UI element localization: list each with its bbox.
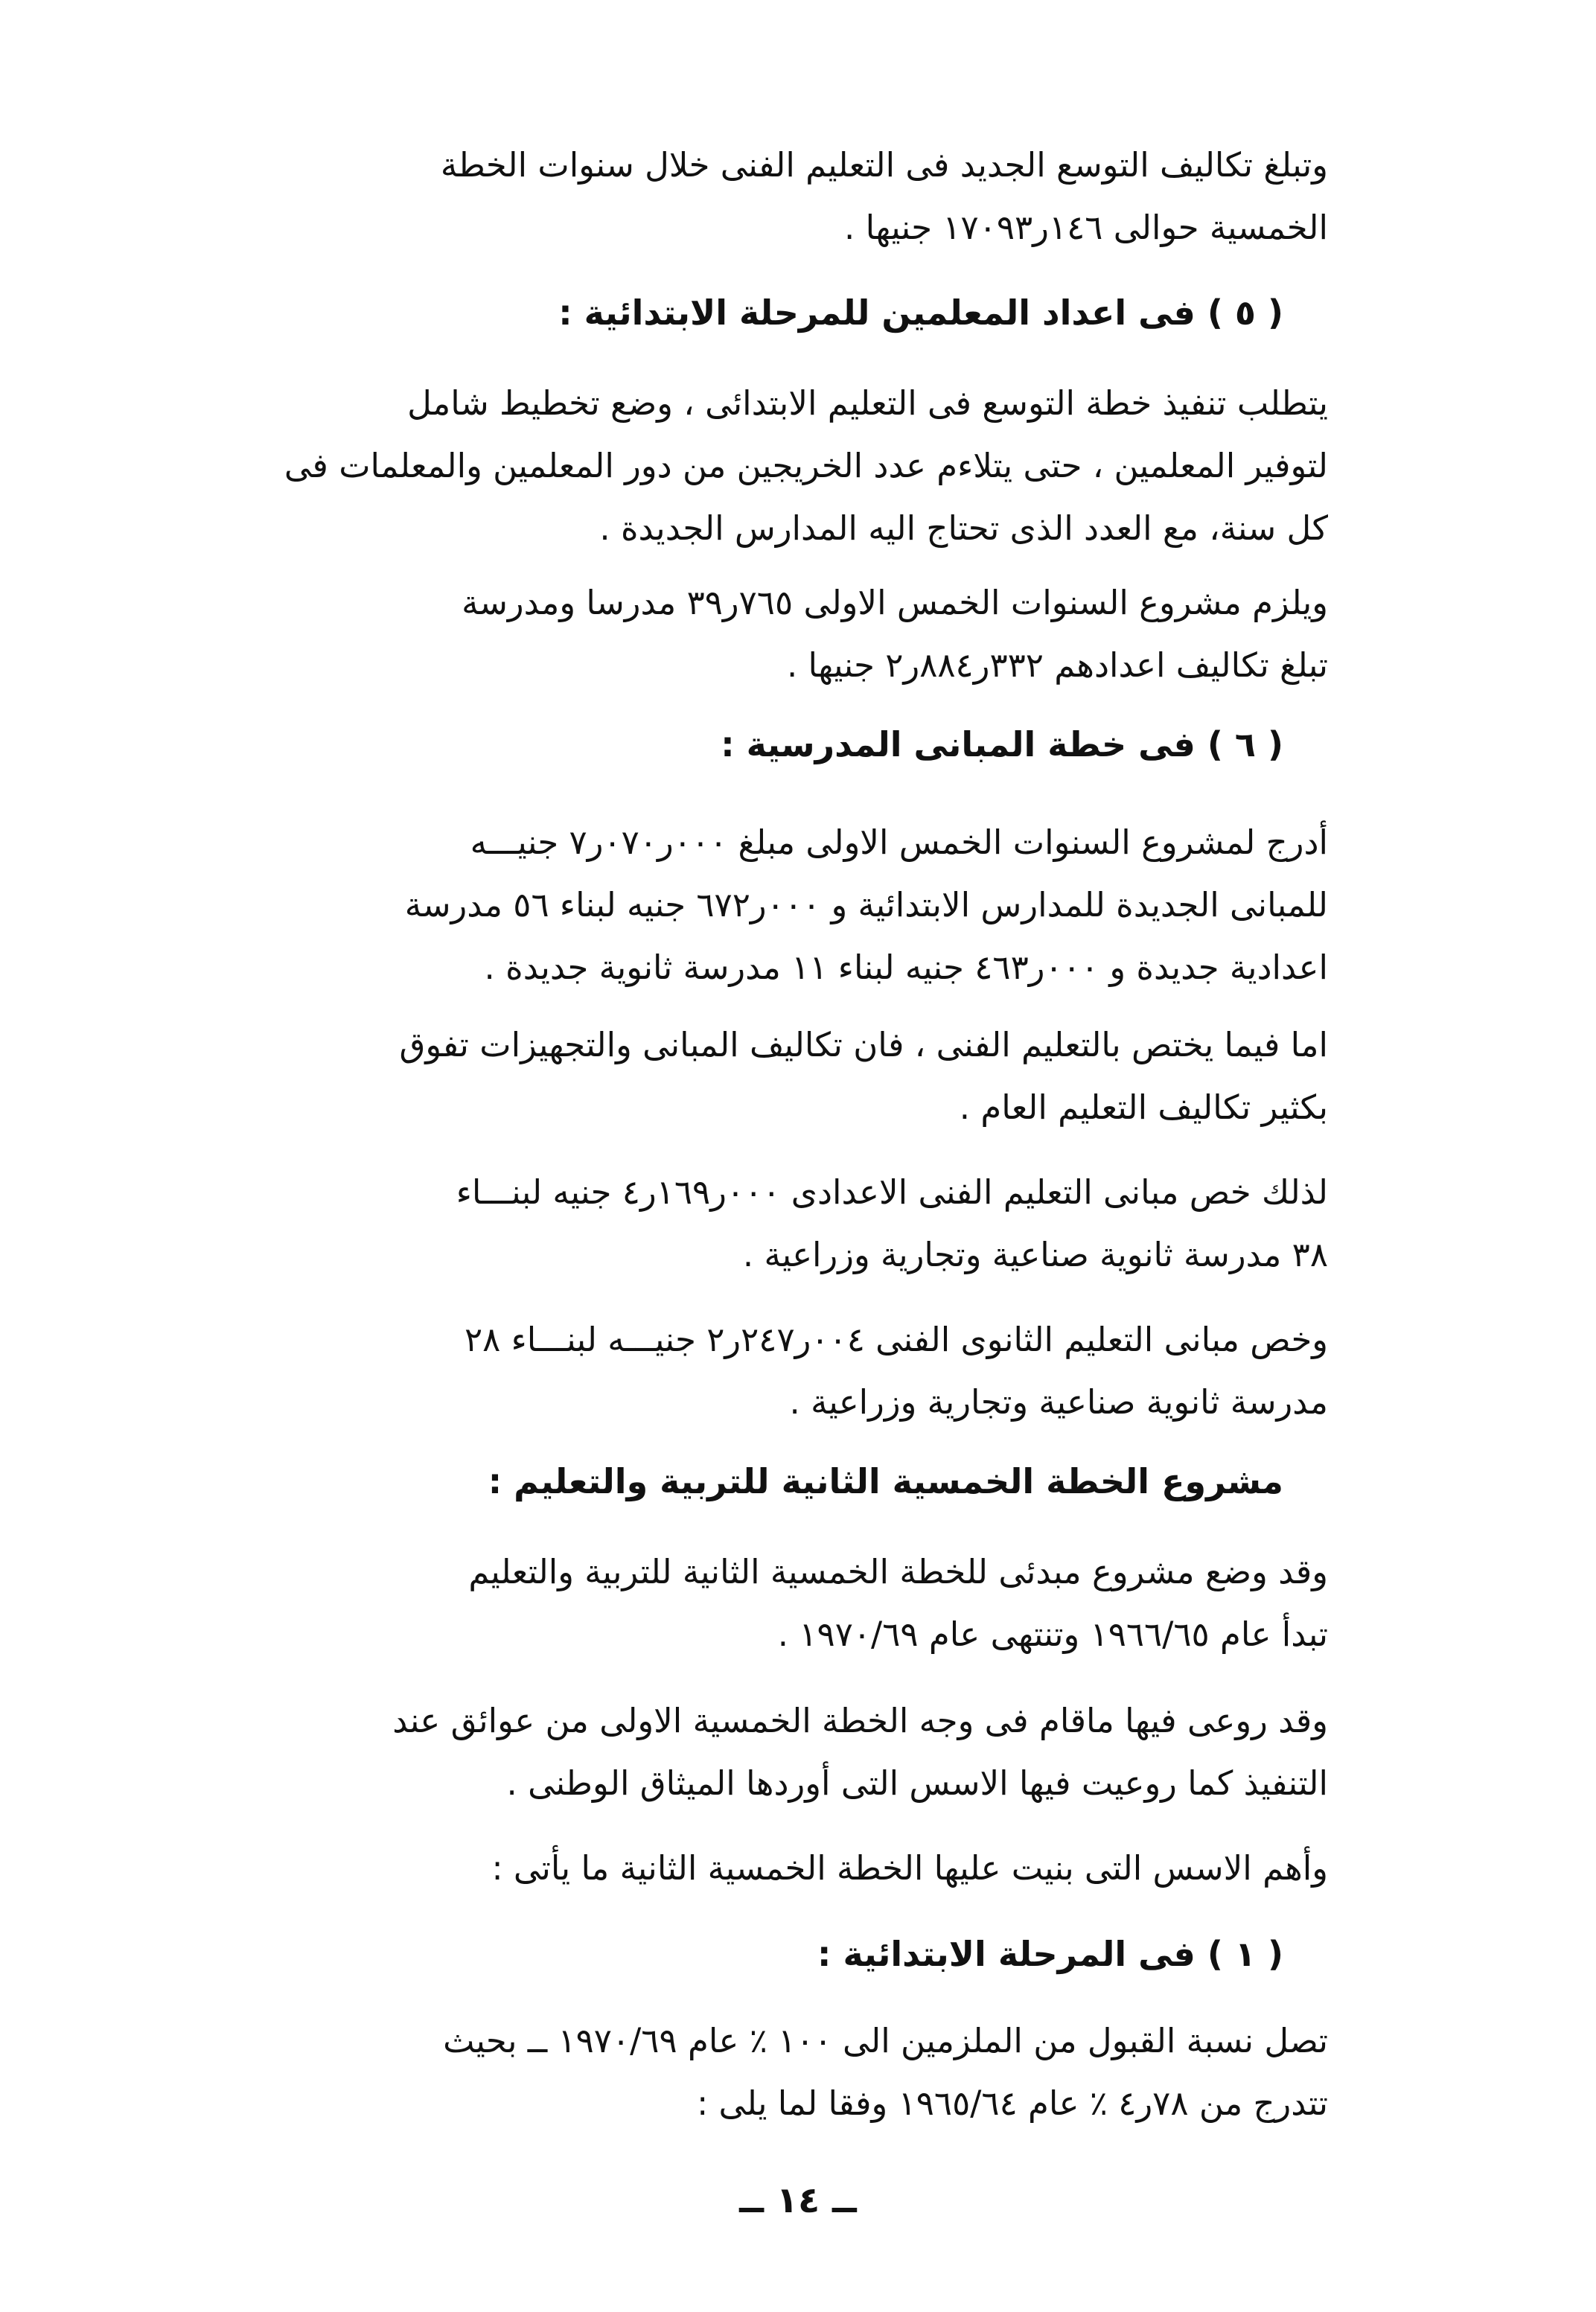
text-line: وقد وضع مشروع مبدئى للخطة الخمسية الثانية للتربية والتعليم	[468, 1552, 1328, 1591]
paragraph-technical-buildings	[256, 1014, 1328, 1139]
paragraph-technical-education-cost	[256, 134, 1328, 259]
text-line: وقد روعى فيها ماقام فى وجه الخطة الخمسية الاولى من عوائق عند	[392, 1701, 1328, 1740]
text-line: أدرج لمشروع السنوات الخمس الاولى مبلغ ٠٠٠ر٠٧٠ر٧ جنيـــه	[470, 823, 1328, 862]
paragraph-obstacles	[256, 1690, 1328, 1815]
paragraph-second-plan-draft	[256, 1541, 1328, 1666]
text-line: وخص مبانى التعليم الثانوى الفنى ٠٠٤ر٢٤٧ر٢ جنيـــه لبنـــاء ٢٨	[465, 1320, 1328, 1359]
paragraph-teacher-planning	[256, 372, 1328, 560]
heading-teacher-preparation: ( ٥ ) فى اعداد المعلمين للمرحلة الابتدائية :	[558, 293, 1283, 333]
paragraph-admission-rate	[256, 2010, 1328, 2135]
paragraph-main-foundations	[256, 1837, 1328, 1900]
text-line: تبلغ تكاليف اعدادهم ٣٣٢ر٨٨٤ر٢ جنيها .	[786, 645, 1328, 685]
text-line: تتدرج من ٧٨ر٤ ٪ عام ١٩٦٥/٦٤ وفقا لما يلى :	[697, 2083, 1328, 2123]
text-line: ويلزم مشروع السنوات الخمس الاولى ٧٦٥ر٣٩ مدرسا ومدرسة	[462, 583, 1328, 622]
text-line: التنفيذ كما روعيت فيها الاسس التى أوردها الميثاق الوطنى .	[506, 1763, 1328, 1803]
paragraph-preparatory-technical	[256, 1161, 1328, 1286]
text-line: لذلك خص مبانى التعليم الفنى الاعدادى ٠٠٠ر١٦٩ر٤ جنيه لبنـــاء	[456, 1172, 1328, 1212]
text-line: للمبانى الجديدة للمدارس الابتدائية و ٠٠٠ر٦٧٢ جنيه لبناء ٥٦ مدرسة	[404, 885, 1328, 925]
text-line: مدرسة ثانوية صناعية وتجارية وزراعية .	[789, 1382, 1328, 1422]
heading-second-five-year-plan: مشروع الخطة الخمسية الثانية للتربية والتعليم :	[488, 1461, 1283, 1501]
page-number: ــ ١٤ ــ	[739, 2180, 857, 2221]
text-line: تصل نسبة القبول من الملزمين الى ١٠٠ ٪ عام ١٩٧٠/٦٩ ــ بحيث	[443, 2021, 1328, 2060]
text-line: وتبلغ تكاليف التوسع الجديد فى التعليم الفنى خلال سنوات الخطة	[440, 145, 1328, 185]
text-line: لتوفير المعلمين ، حتى يتلاءم عدد الخريجين من دور المعلمين والمعلمات فى	[284, 446, 1328, 485]
paragraph-building-budget	[256, 811, 1328, 999]
text-line: كل سنة، مع العدد الذى تحتاج اليه المدارس الجديدة .	[599, 508, 1328, 548]
text-line: بكثير تكاليف التعليم العام .	[959, 1088, 1328, 1127]
text-line: اعدادية جديدة و ٠٠٠ر٤٦٣ جنيه لبناء ١١ مدرسة ثانوية جديدة .	[484, 948, 1328, 987]
heading-school-buildings: ( ٦ ) فى خطة المبانى المدرسية :	[721, 724, 1283, 764]
text-line: يتطلب تنفيذ خطة التوسع فى التعليم الابتدائى ، وضع تخطيط شامل	[407, 383, 1328, 423]
text-line: وأهم الاسس التى بنيت عليها الخطة الخمسية الثانية ما يأتى :	[491, 1848, 1328, 1888]
heading-primary-stage: ( ١ ) فى المرحلة الابتدائية :	[817, 1934, 1283, 1974]
paragraph-secondary-technical	[256, 1309, 1328, 1434]
text-line: تبدأ عام ١٩٦٦/٦٥ وتنتهى عام ١٩٧٠/٦٩ .	[777, 1615, 1328, 1654]
text-line: اما فيما يختص بالتعليم الفنى ، فان تكاليف المبانى والتجهيزات تفوق	[399, 1025, 1328, 1064]
paragraph-teacher-count	[256, 572, 1328, 697]
text-line: ٣٨ مدرسة ثانوية صناعية وتجارية وزراعية .	[742, 1235, 1328, 1274]
text-line: الخمسية حوالى ١٤٦ر١٧٠٩٣ جنيها .	[844, 208, 1328, 247]
